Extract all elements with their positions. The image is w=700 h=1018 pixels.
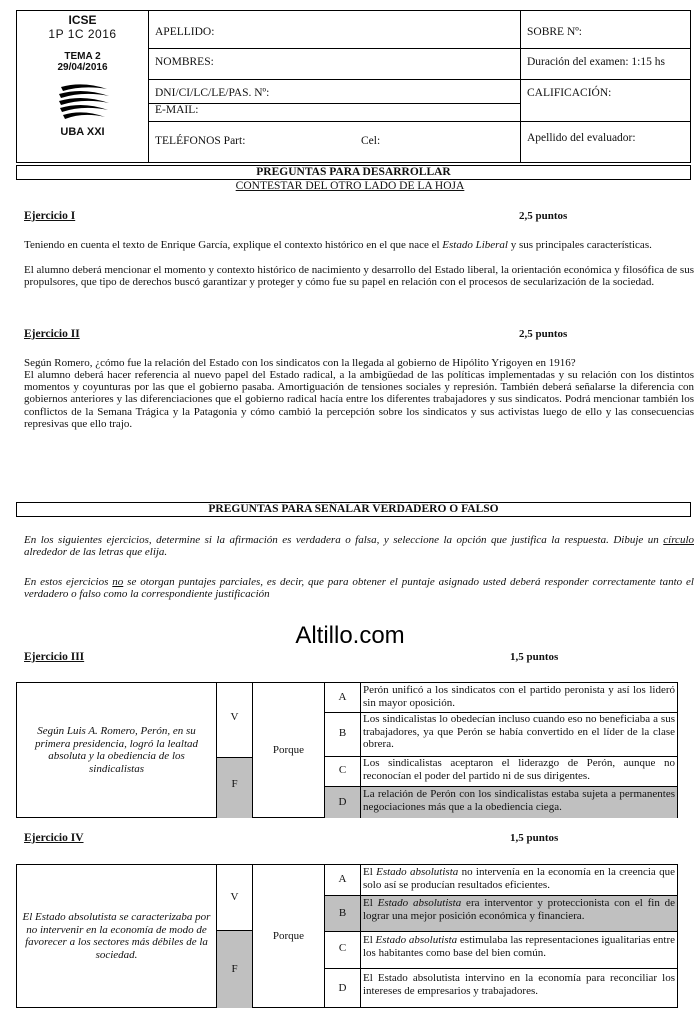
ej4-porque: Porque [253,865,325,1007]
ej4-f-option[interactable]: F [217,930,253,1008]
ej4-option-a: El Estado absolutista no intervenía en la economía en la creencia que solo así se producían resultados eficientes. [363,866,675,891]
duracion-label: Duración del examen: 1:15 hs [527,56,665,68]
ej3-points: 1,5 puntos [510,651,559,663]
ej4-option-c: El Estado absolutista estimulaba las representaciones igualitarias entre los habitantes como base del bien común. [363,934,675,959]
ej3-porque: Porque [253,683,325,817]
exam-date: 29/04/2016 [57,62,108,73]
institution-block [17,11,149,162]
ej3-letter-c[interactable]: C [325,756,361,786]
ej4-title: Ejercicio IV [24,832,84,844]
exam-header [16,10,691,163]
tema-label: TEMA 2 [64,51,101,62]
evaluador-field[interactable]: Apellido del evaluador: [527,132,636,144]
ej4-statement: El Estado absolutista se caracterizaba por no intervenir en la economía de modo de favorecer a los sectores más débiles de la sociedad. [17,865,217,1007]
ej4-table [16,864,678,1008]
telefonos-field[interactable] [149,135,520,147]
course-code: 1P 1C 2016 [48,27,117,41]
ej2-title: Ejercicio II [24,328,80,340]
ej3-option-b: Los sindicalistas lo obedecían incluso cuando eso no beneficiaba a sus trabajadores, ya que Perón se había convertido en el líder de la clase obrera. [363,713,675,750]
ej2-question: Según Romero, ¿cómo fue la relación del Estado con los sindicatos con la llegada al gobierno de Hipólito Yrigoyen en 1916? [24,357,576,369]
sobre-field[interactable]: SOBRE Nº: [527,26,583,38]
vf-instructions-1: En los siguientes ejercicios, determine si la afirmación es verdadera o falsa, y seleccione la opción que justifica la respuesta. Dibuje un círculo alrededor de las letras que elija. [24,534,694,559]
ej1-question: Teniendo en cuenta el texto de Enrique García, explique el contexto histórico en el que nace el Estado Liberal y sus principales características. [24,239,652,251]
ej4-letter-b[interactable]: B [325,896,361,931]
ej4-letter-c[interactable]: C [325,931,361,968]
telefonos-label: TELÉFONOS Part: [155,135,246,147]
section-vf-title: PREGUNTAS PARA SEÑALAR VERDADERO O FALSO [16,502,691,517]
ej4-option-b: El Estado absolutista era interventor y proteccionista con el fin de lograr una mejor posición económica y financiera. [361,896,677,931]
vf-instructions-2: En estos ejercicios no se otorgan puntajes parciales, es decir, que para obtener el puntaje asignado usted deberá responder correctamente tanto el verdadero o falso como la correspondiente justificación [24,576,694,601]
ej2-answer: El alumno deberá hacer referencia al nuevo papel del Estado radical, a la ambigüedad de las políticas implementadas y su relación con los distintos momentos y coyunturas por las que el gobierno pasaba. Amortiguación de tensiones sociales y represión. También deberá señalarse la diferencia con gobiernos anteriores y las diferenciaciones que el gobierno radical hacía entre los diferentes trabajadores y sus sindicatos. Podrá mencionar también los conflictos de la Semana Trágica y la Patagonia y cómo cambió la percepción sobre los sindicatos y sus activistas luego de ello y las consecuencias represivas que ello trajo. [24,369,694,430]
ej4-option-d: El Estado absolutista intervino en la economía para reconciliar los intereses de empresarios y trabajadores. [363,972,675,997]
ej3-option-c: Los sindicalistas aceptaron el liderazgo de Perón, aunque no reconocían el poder del partido ni de sus dirigentes. [363,757,675,782]
watermark-text: Altillo.com [295,622,405,649]
email-field[interactable]: E-MAIL: [155,104,199,116]
ej3-statement: Según Luis A. Romero, Perón, en su primera presidencia, logró la lealtad absoluta y la obediencia de los sindicalistas [17,683,217,817]
ej3-letter-b[interactable]: B [325,712,361,756]
ej4-letter-a[interactable]: A [325,865,361,895]
exam-info-block [521,11,690,162]
ej3-letter-a[interactable]: A [325,683,361,712]
ej4-letter-d[interactable]: D [325,968,361,1008]
apellido-field[interactable]: APELLIDO: [155,26,215,38]
ej3-table [16,682,678,818]
dni-field[interactable]: DNI/CI/LC/LE/PAS. Nº: [155,87,270,99]
ej1-points: 2,5 puntos [519,210,568,222]
ej2-points: 2,5 puntos [519,328,568,340]
calificacion-field[interactable]: CALIFICACIÓN: [527,87,612,99]
student-data-block [149,11,521,162]
ej3-title: Ejercicio III [24,651,85,663]
logo-text: UBA XXI [60,126,105,138]
uba-logo-icon [53,81,113,121]
ej3-option-d: La relación de Perón con los sindicalistas estaba sujeta a permanentes negociaciones más que a la obediencia ciega. [361,787,677,818]
ej4-points: 1,5 puntos [510,832,559,844]
ej1-answer: El alumno deberá mencionar el momento y contexto histórico de nacimiento y desarrollo del Estado liberal, la orientación económica y filosófica de sus propulsores, que tipo de derechos buscó garantizar y proteger y cómo fue su papel en relación con el procesos de secularización de la sociedad. [24,264,694,289]
ej3-option-a: Perón unificó a los sindicatos con el partido peronista y así los lideró sin mayor oposición. [363,684,675,709]
ej3-v-option[interactable]: V [217,683,253,757]
section-desarrollar-subtitle: CONTESTAR DEL OTRO LADO DE LA HOJA [235,180,465,192]
ej4-v-option[interactable]: V [217,865,253,930]
nombres-field[interactable]: NOMBRES: [155,56,214,68]
section-desarrollar-title: PREGUNTAS PARA DESARROLLAR [16,165,691,180]
ej3-letter-d[interactable]: D [325,787,361,818]
ej1-title: Ejercicio I [24,210,76,222]
cel-label: Cel: [361,135,381,147]
ej3-f-option[interactable]: F [217,757,253,818]
institution-name: ICSE [68,13,97,27]
